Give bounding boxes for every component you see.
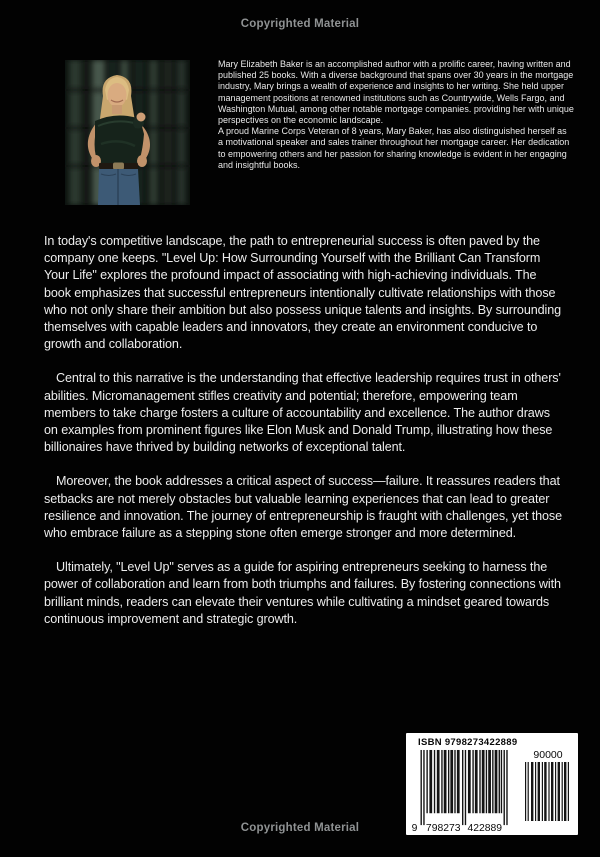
synopsis-paragraph-3: Moreover, the book addresses a critical aspect of success—failure. It reassures readers that setbacks are not merely obstacles but valuable learning experiences that can lead to greater resilience and innovation. The journey of entrepreneurship is fraught with challenges, yet those who embrace failure as a stepping stone often emerge stronger and more determined. [44,474,563,541]
ean-supplement-barcode [523,748,571,823]
author-bio-paragraph-1: Mary Elizabeth Baker is an accomplished author with a prolific career, having written and published 25 books. With a diverse background that spans over 30 years in the mortgage industry, Mary brings a wealth of experience and insights to her writing. She held upper management positions at renowned institutions such as Countrywide, Wells Fargo, and Washington Mutual, among other notable mortgage companies. providing her with unique perspectives on the economic landscape. [218,59,574,126]
author-bio-paragraph-2: A proud Marine Corps Veteran of 8 years, Mary Baker, has also distinguished herself as a motivational speaker and sales trainer throughout her mortgage career. Her dedication to empowering others and her passion for sharing knowledge is evident in her engaging and insightful books. [218,126,570,170]
isbn-label: ISBN 9798273422889 [418,737,518,748]
ean-barcode [408,748,518,833]
synopsis-paragraph-4: Ultimately, "Level Up" serves as a guide for aspiring entrepreneurs seeking to harness the power of collaboration and learn from both triumphs and failures. By fostering connections with brilliant minds, readers can elevate their ventures while cultivating a mindset geared towards continuous improvement and strategic growth. [44,560,561,626]
author-photo [65,60,190,205]
barcode-panel [406,733,578,835]
barcode-digit-left: 9 [411,823,418,833]
book-synopsis [44,233,564,645]
copyright-notice-top: Copyrighted Material [240,18,360,30]
synopsis-paragraph-2: Central to this narrative is the understanding that effective leadership requires trust in others' abilities. Micromanagement stifles creativity and potential; therefore, empowering team members to take charge fosters a culture of accountability and excellence. The author draws on examples from prominent figures like Elon Musk and Donald Trump, illustrating how these billionaires have thrived by building networks of exceptional talent. [44,371,561,455]
barcode-digits-group2: 422889 [467,823,503,833]
barcode-digits-group1: 798273 [425,823,461,833]
author-bio [218,59,574,171]
copyright-notice-bottom: Copyrighted Material [240,822,360,834]
synopsis-paragraph-1: In today's competitive landscape, the path to entrepreneurial success is often paved by the company one keeps. "Level Up: How Surrounding Yourself with the Brilliant Can Transform Your Life" explores the profound impact of associating with high-achieving individuals. The book emphasizes that successful entrepreneurs intentionally cultivate relationships with those who not only share their ambition but also possess unique talents and insights. By surrounding themselves with capable leaders and innovators, they create an environment conducive to growth and collaboration. [44,234,562,352]
barcode-supplement-digits: 90000 [533,749,563,761]
author-photo-image [65,60,190,205]
